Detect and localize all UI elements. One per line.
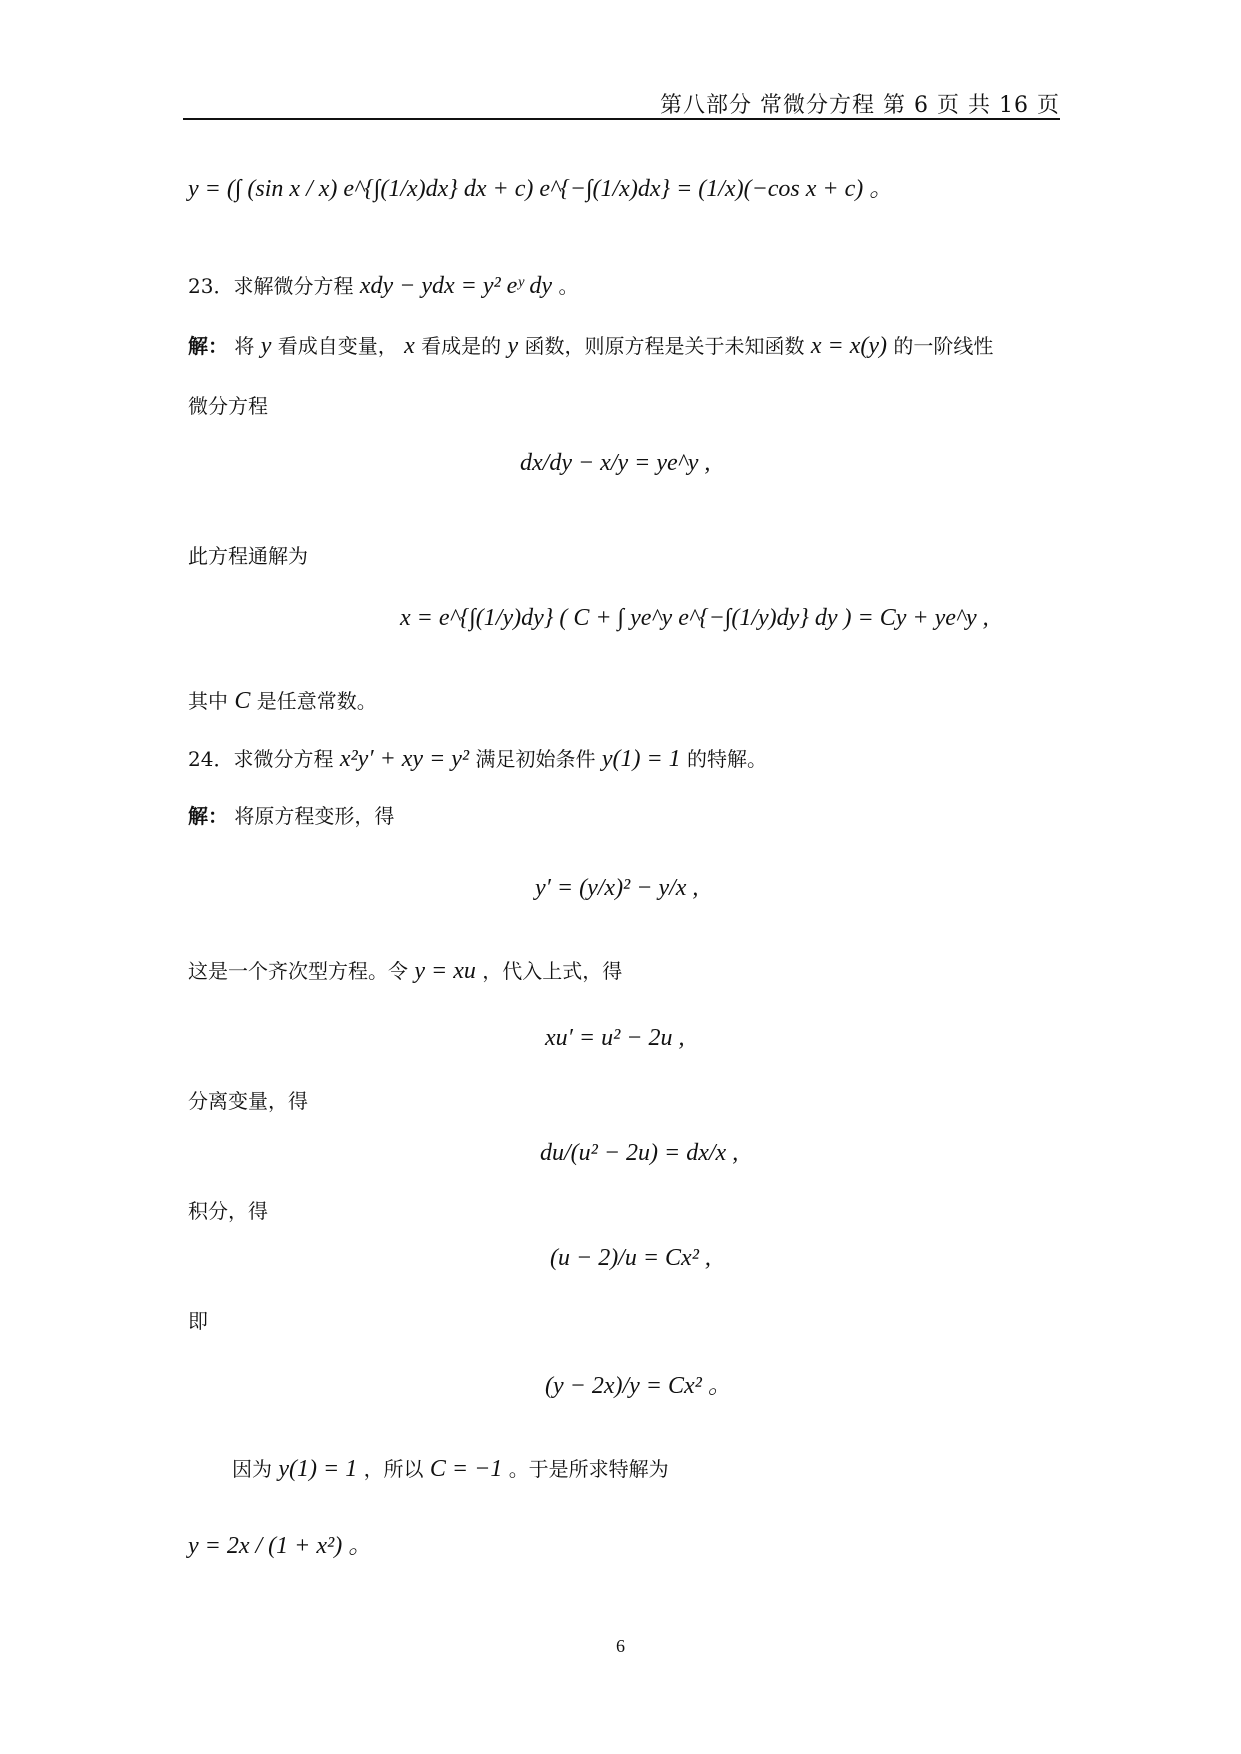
solution-label: 解： [188,334,228,358]
equation-e: du/(u² − 2u) = dx/x , [540,1140,739,1166]
text-segment: 的特解。 [687,747,768,771]
solution-24-line4: 积分，得 [188,1199,268,1223]
solution-23-line4 [188,685,377,715]
solution-label: 解： [188,804,228,828]
text-segment: 看成自变量， [277,334,398,358]
problem-24 [188,743,767,773]
text-segment: ，所以 [363,1457,424,1481]
text-segment: 将 [234,334,255,358]
solution-24-line6 [232,1453,669,1483]
text-segment: 其中 [188,689,228,713]
math-y: y [260,333,272,359]
solution-24-line5: 即 [188,1309,208,1333]
text-segment: 将原方程变形，得 [234,804,395,828]
text-segment: 因为 [232,1457,272,1481]
text-segment: 这是一个齐次型方程。令 [188,959,408,983]
problem-23-equation: xdy − ydx = y² eʸ dy [359,273,553,299]
header-rule [183,118,1060,120]
solution-24-line2 [188,955,622,985]
math-x-of-y: x = x(y) [810,333,887,359]
final-solution: y = 2x / (1 + x²) 。 [188,1533,373,1559]
equation-a: dx/dy − x/y = ye^y , [520,450,711,476]
equation-g: (y − 2x)/y = Cx² 。 [545,1373,732,1399]
equation-c: y′ = (y/x)² − y/x , [535,875,699,901]
solution-23-line3: 此方程通解为 [188,544,308,568]
constant-value: C = −1 [429,1456,503,1482]
problem-23 [188,270,578,300]
equation-f: (u − 2)/u = Cx² , [550,1245,711,1271]
text-segment: 看成是的 [421,334,502,358]
solution-23-line1 [188,330,993,360]
math-y: y [507,333,519,359]
problem-23-label: 23．求解微分方程 [188,274,354,298]
initial-condition: y(1) = 1 [601,746,681,772]
math-C: C [234,688,251,714]
text-segment: 的一阶线性 [893,334,994,358]
solution-24-line1 [188,800,394,829]
solution-23-line2: 微分方程 [188,394,268,418]
equation-d: xu′ = u² − 2u , [545,1025,685,1051]
problem-23-end: 。 [558,274,579,298]
page-header: 第八部分 常微分方程 第 6 页 共 16 页 [660,93,1060,118]
problem-24-label: 24．求微分方程 [188,747,334,771]
text-segment: 函数，则原方程是关于未知函数 [524,334,805,358]
text-segment: ，代入上式，得 [482,959,623,983]
math-x: x [404,333,415,359]
formula-continuation: y = (∫ (sin x / x) e^{∫(1/x)dx} dx + c) e^{−∫(1/x)dx} = (1/x)(−cos x + c) 。 [188,176,894,202]
text-segment: 。于是所求特解为 [508,1457,669,1481]
equation-b: x = e^{∫(1/y)dy} ( C + ∫ ye^y e^{−∫(1/y)dy} dy ) = Cy + ye^y , [400,605,989,631]
solution-24-line3: 分离变量，得 [188,1089,308,1113]
text-segment: 是任意常数。 [256,689,377,713]
page-number: 6 [616,1636,625,1656]
text-segment: 满足初始条件 [475,747,596,771]
problem-24-equation: x²y′ + xy = y² [339,746,470,772]
initial-condition: y(1) = 1 [278,1456,358,1482]
substitution: y = xu [414,958,476,984]
